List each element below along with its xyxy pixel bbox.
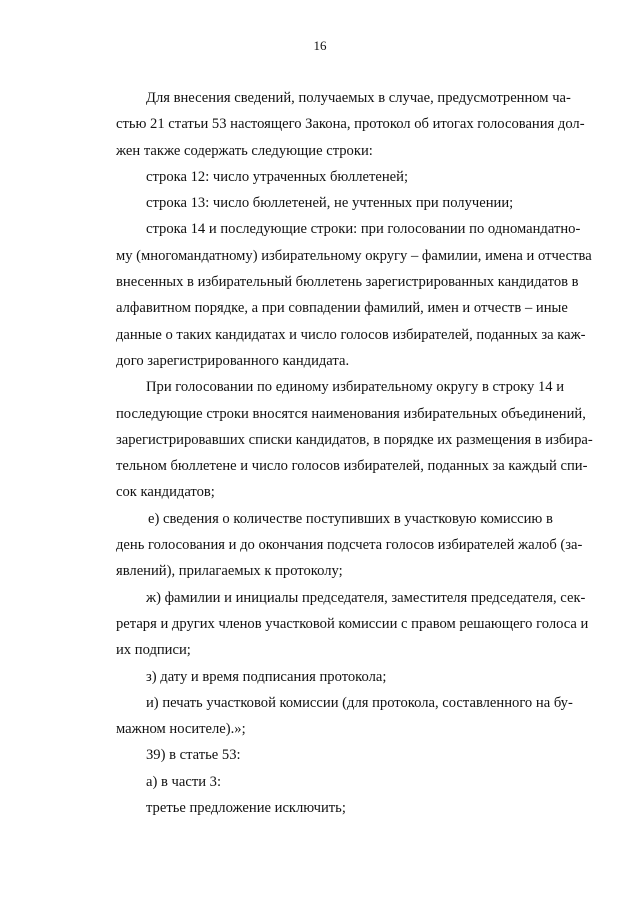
paragraph-single-district: При голосовании по единому избирательному округу в строку 14 и последующие строки вносятся наименования избирательных объединений, зарегистрировавших списки кандидатов, в порядке их размещения в избира- тельном бюллетене и число голосов избирателей, поданных за каждый спи- сок кандидатов;: [116, 379, 593, 501]
paragraph-line-13: строка 13: число бюллетеней, не учтенных при получении;: [146, 195, 514, 212]
paragraph-item-39: 39) в статье 53:: [146, 747, 241, 764]
document-body: [116, 85, 604, 821]
paragraph-line-14: строка 14 и последующие строки: при голосовании по одномандатно- му (многомандатному) избирательному округу – фамилии, имена и отчества внесенных в избирательный бюллетень зарегистрированных кандидатов в алфавитном порядке, а при совпадении фамилий, имен и отчеств – иные данные о таких кандидатах и число голосов избирателей, поданных за каж- дого зарегистрированного кандидата.: [116, 221, 592, 369]
paragraph-item-a: а) в части 3:: [146, 773, 222, 790]
paragraph-line-12: строка 12: число утраченных бюллетеней;: [146, 168, 409, 185]
paragraph-item-i: и) печать участковой комиссии (для протокола, составленного на бу- мажном носителе).»;: [116, 694, 573, 738]
paragraph-item-zh: ж) фамилии и инициалы председателя, заместителя председателя, сек- ретаря и других членов участковой комиссии с правом решающего голоса и их подписи;: [116, 589, 589, 659]
paragraph-item-z: з) дату и время подписания протокола;: [146, 668, 387, 685]
paragraph-intro: Для внесения сведений, получаемых в случае, предусмотренном ча- стью 21 статьи 53 настоящего Закона, протокол об итогах голосования дол- жен также содержать следующие строки:: [116, 90, 585, 159]
paragraph-item-e: е) сведения о количестве поступивших в участковую комиссию в день голосования и до окончания подсчета голосов избирателей жалоб (за- явлений), прилагаемых к протоколу;: [116, 510, 583, 580]
paragraph-third-sentence: третье предложение исключить;: [146, 800, 346, 817]
page-number: 16: [313, 38, 327, 53]
